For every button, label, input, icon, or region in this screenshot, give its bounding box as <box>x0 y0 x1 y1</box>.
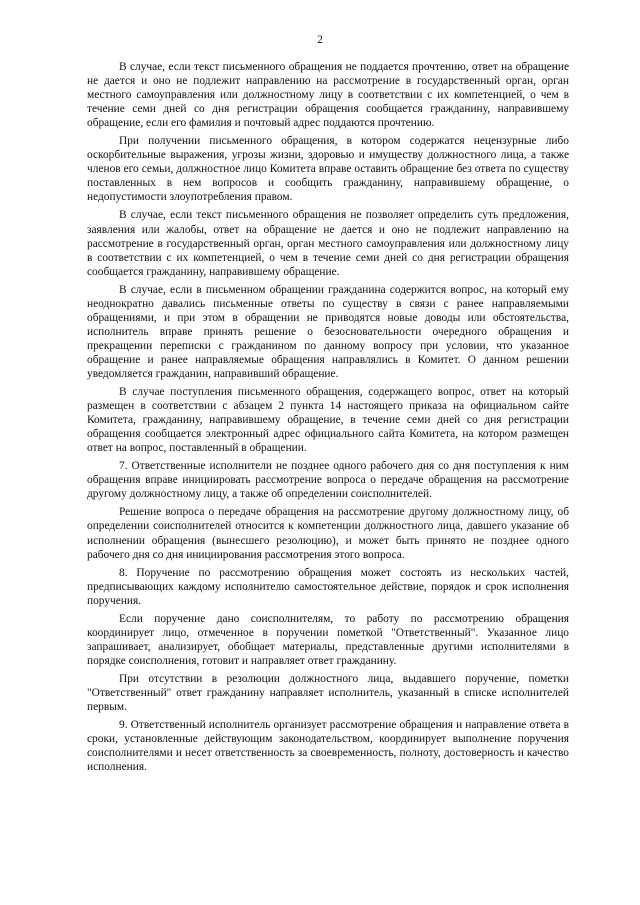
paragraph: В случае поступления письменного обращения, содержащего вопрос, ответ на который размещен в соответствии с абзацем 2 пункта 14 настоящего приказа на официальном сайте Комитета, гражданину, направившему обращение, в течение семи дней со дня регистрации обращения сообщается электронный адрес официального сайта Комитета, на котором размещен ответ на вопрос, поставленный в обращении. <box>87 386 569 455</box>
paragraph: 8. Поручение по рассмотрению обращения может состоять из нескольких частей, предписывающих каждому исполнителю самостоятельное действие, порядок и срок исполнения поручения. <box>87 566 569 607</box>
paragraph: 7. Ответственные исполнители не позднее одного рабочего дня со дня поступления к ним обращения вправе инициировать рассмотрение вопроса о передаче обращения на рассмотрение другому должностному лицу, а также об определении соисполнителей. <box>87 460 569 501</box>
paragraph: Если поручение дано соисполнителям, то работу по рассмотрению обращения координирует лицо, отмеченное в поручении пометкой "Ответственный". Указанное лицо запрашивает, анализирует, обобщает материалы, представленные другими исполнителями в порядке соисполнения, готовит и направляет ответ гражданину. <box>87 612 569 667</box>
paragraph: В случае, если текст письменного обращения не поддается прочтению, ответ на обращение не дается и оно не подлежит направлению на рассмотрение в государственный орган, орган местного самоуправления или должностному лицу в соответствии с их компетенцией, о чем в течение семи дней со дня регистрации обращения сообщается гражданину, направившему обращение, если его фамилия и почтовый адрес поддаются прочтению. <box>87 61 569 130</box>
paragraph: В случае, если текст письменного обращения не позволяет определить суть предложения, заявления или жалобы, ответ на обращение не дается и оно не подлежит направлению на рассмотрение в государственный орган, орган местного самоуправления или должностному лицу в соответствии с их компетенцией, о чем в течение семи дней со дня регистрации обращения сообщается гражданину, направившему обращение. <box>87 209 569 278</box>
paragraph: При получении письменного обращения, в котором содержатся нецензурные либо оскорбительные выражения, угрозы жизни, здоровью и имуществу должностного лица, а также членов его семьи, должностное лицо Комитета вправе оставить обращение без ответа по существу поставленных в нем вопросов и сообщить гражданину, направившему обращение, о недопустимости злоупотребления правом. <box>87 135 569 204</box>
page-number: 2 <box>317 34 323 46</box>
paragraph: 9. Ответственный исполнитель организует рассмотрение обращения и направление ответа в сроки, установленные действующим законодательством, координирует выполнение поручения соисполнителями и несет ответственность за своевременность, полноту, достоверность и качество исполнения. <box>87 719 569 774</box>
paragraph: В случае, если в письменном обращении гражданина содержится вопрос, на который ему неоднократно давались письменные ответы по существу в связи с ранее направляемыми обращениями, и при этом в обращении не приводятся новые доводы или обстоятельства, исполнитель вправе принять решение о безосновательности очередного обращения и прекращении переписки с гражданином по данному вопросу при условии, что указанное обращение и ранее направляемые обращения направлялись в Комитет. О данном решении уведомляется гражданин, направивший обращение. <box>87 283 569 380</box>
paragraph: При отсутствии в резолюции должностного лица, выдавшего поручение, пометки "Ответственный" ответ гражданину направляет исполнитель, указанный в списке исполнителей первым. <box>87 672 569 714</box>
document-body <box>87 60 569 778</box>
paragraph: Решение вопроса о передаче обращения на рассмотрение другому должностному лицу, об определении соисполнителей относится к компетенции должностного лица, давшего указание об исполнении обращения (вынесшего резолюцию), и может быть принято не позднее одного рабочего дня со дня инициирования рассмотрения этого вопроса. <box>87 506 569 561</box>
